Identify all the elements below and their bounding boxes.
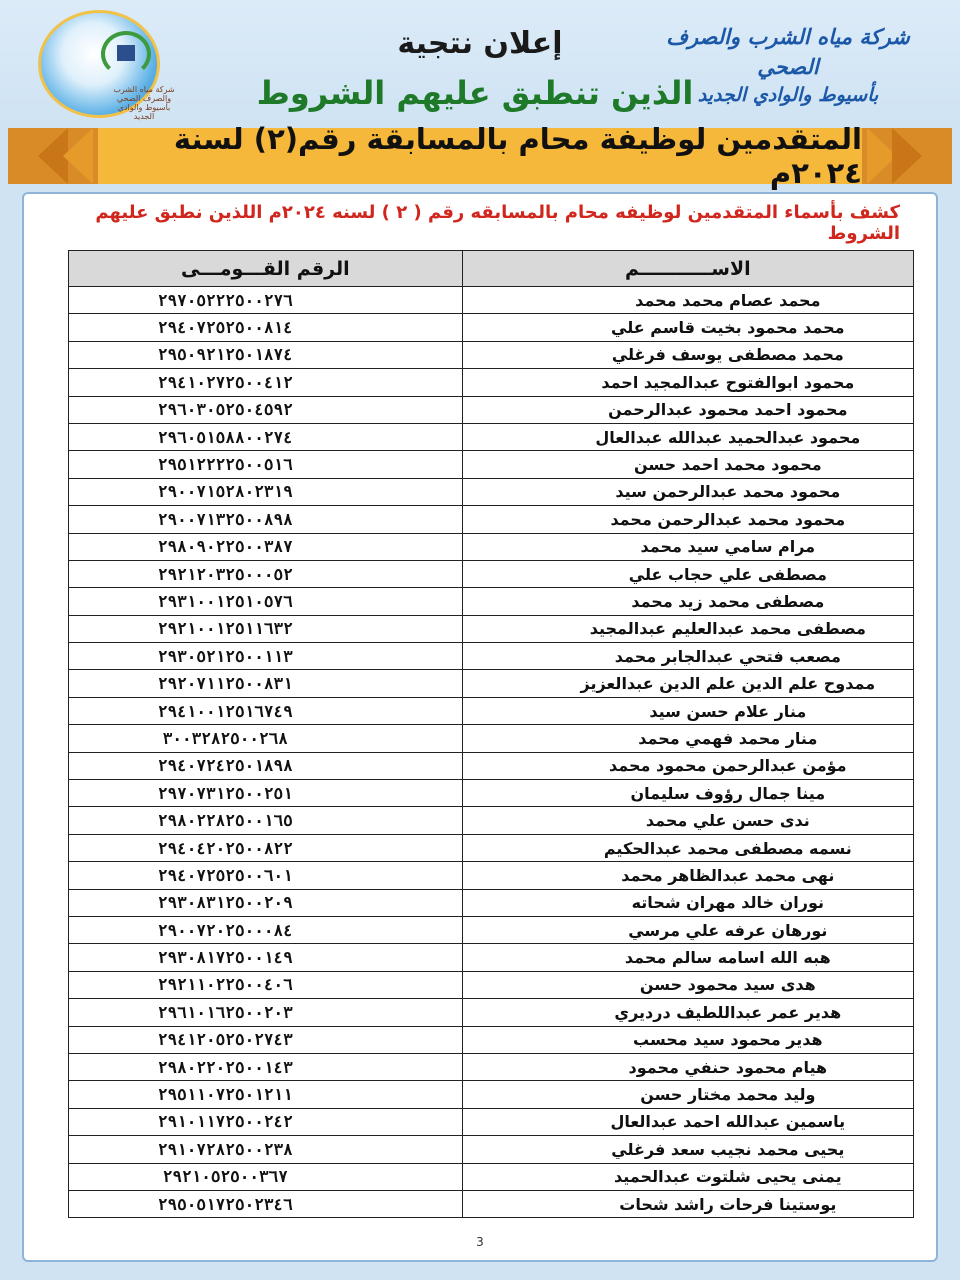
applicant-name: نوران خالد مهران شحاته (462, 889, 913, 916)
applicant-name: مرام سامي سيد محمد (462, 533, 913, 560)
applicant-name: محمود محمد احمد حسن (462, 451, 913, 478)
announcement-subtitle: الذين تنطبق عليهم الشروط (256, 74, 694, 112)
national-id: ٣٠٠٣٢٨٢٥٠٠٢٦٨ (69, 725, 463, 752)
page-header (0, 0, 960, 125)
national-id-column-header: الرقم القـــومـــى (69, 251, 463, 287)
applicant-name: محمود ابوالفتوح عبدالمجيد احمد (462, 369, 913, 396)
national-id: ٢٩٥٠٩٢١٢٥٠١٨٧٤ (69, 341, 463, 368)
table-header-row (69, 251, 914, 287)
table-row (69, 780, 914, 807)
table-row (69, 944, 914, 971)
table-row (69, 752, 914, 779)
applicant-name: محمد محمود بخيت قاسم علي (462, 314, 913, 341)
table-row (69, 670, 914, 697)
table-row (69, 999, 914, 1026)
national-id: ٢٩٨٠٢٢٨٢٥٠٠١٦٥ (69, 807, 463, 834)
national-id: ٢٩٤١٢٠٥٢٥٠٢٧٤٣ (69, 1026, 463, 1053)
national-id: ٢٩٢١٠٥٢٥٠٠٣٦٧ (69, 1163, 463, 1190)
logo-text: شركة مياه الشرب والصرف الصحي بأسيوط والوادي الجديد (113, 85, 175, 121)
national-id: ٢٩٢١١٠٢٢٥٠٠٤٠٦ (69, 971, 463, 998)
national-id: ٢٩٤٠٧٢٥٢٥٠٠٨١٤ (69, 314, 463, 341)
table-row (69, 341, 914, 368)
applicants-table (68, 250, 914, 1218)
national-id: ٢٩٦٠٣٠٥٢٥٠٤٥٩٢ (69, 396, 463, 423)
applicant-name: يحيى محمد نجيب سعد فرغلي (462, 1136, 913, 1163)
national-id: ٢٩٥١١٠٧٢٥٠١٢١١ (69, 1081, 463, 1108)
table-row (69, 533, 914, 560)
table-row (69, 588, 914, 615)
table-body (69, 287, 914, 1218)
national-id: ٢٩٣٠٥٢١٢٥٠٠١١٣ (69, 643, 463, 670)
applicant-name: مؤمن عبدالرحمن محمود محمد (462, 752, 913, 779)
applicant-name: محمود محمد عبدالرحمن سيد (462, 478, 913, 505)
table-row (69, 1163, 914, 1190)
applicant-name: هدى سيد محمود حسن (462, 971, 913, 998)
table-row (69, 1026, 914, 1053)
table-row (69, 314, 914, 341)
national-id: ٢٩٤١٠٠١٢٥١٦٧٤٩ (69, 697, 463, 724)
national-id: ٢٩٨٠٢٢٠٢٥٠٠١٤٣ (69, 1053, 463, 1080)
applicant-name: نهى محمد عبدالظاهر محمد (462, 862, 913, 889)
national-id: ٢٩٧٠٧٣١٢٥٠٠٢٥١ (69, 780, 463, 807)
national-id: ٢٩٤١٠٢٧٢٥٠٠٤١٢ (69, 369, 463, 396)
table-row (69, 369, 914, 396)
applicant-name: نسمه مصطفى محمد عبدالحكيم (462, 834, 913, 861)
name-column-header: الاســـــــــــم (462, 251, 913, 287)
applicant-name: هدير عمر عبداللطيف درديري (462, 999, 913, 1026)
page-number: 3 (476, 1235, 484, 1249)
table-row (69, 451, 914, 478)
applicant-name: هيام محمود حنفي محمود (462, 1053, 913, 1080)
national-id: ٢٩٧٠٥٢٢٢٥٠٠٢٧٦ (69, 287, 463, 314)
applicant-name: منار علام حسن سيد (462, 697, 913, 724)
company-name-line2: بأسيوط والوادي الجديد (697, 84, 879, 106)
table-row (69, 423, 914, 450)
applicant-name: هدير محمود سيد محسب (462, 1026, 913, 1053)
national-id: ٢٩٠٠٧١٣٢٥٠٠٨٩٨ (69, 506, 463, 533)
applicant-name: ندى حسن علي محمد (462, 807, 913, 834)
national-id: ٢٩٦١٠١٦٢٥٠٠٢٠٣ (69, 999, 463, 1026)
applicant-name: يمنى يحيى شلتوت عبدالحميد (462, 1163, 913, 1190)
national-id: ٢٩٥١٢٢٢٢٥٠٠٥١٦ (69, 451, 463, 478)
table-row (69, 1136, 914, 1163)
table-row (69, 971, 914, 998)
applicant-name: ممدوح علم الدين علم الدين عبدالعزيز (462, 670, 913, 697)
table-row (69, 478, 914, 505)
applicant-name: منار محمد فهمي محمد (462, 725, 913, 752)
applicant-name: نورهان عرفه علي مرسي (462, 916, 913, 943)
table-row (69, 889, 914, 916)
applicant-name: مينا جمال رؤوف سليمان (462, 780, 913, 807)
national-id: ٢٩١٠١١٧٢٥٠٠٢٤٢ (69, 1108, 463, 1135)
table-row (69, 862, 914, 889)
announcement-title: إعلان نتجية (397, 26, 563, 61)
national-id: ٢٩٤٠٧٢٥٢٥٠٠٦٠١ (69, 862, 463, 889)
banner-text: المتقدمين لوظيفة محام بالمسابقة رقم(٢) لسنة ٢٠٢٤م (173, 122, 862, 190)
applicant-name: مصطفى علي حجاب علي (462, 560, 913, 587)
table-row (69, 916, 914, 943)
applicant-name: مصعب فتحي عبدالجابر محمد (462, 643, 913, 670)
company-logo (38, 10, 175, 121)
applicant-name: وليد محمد مختار حسن (462, 1081, 913, 1108)
table-row (69, 1081, 914, 1108)
applicant-name: يوستينا فرحات راشد شحات (462, 1190, 913, 1217)
table-row (69, 697, 914, 724)
national-id: ٢٩٣٠٨١٧٢٥٠٠١٤٩ (69, 944, 463, 971)
national-id: ٢٩٢١٢٠٣٢٥٠٠٠٥٢ (69, 560, 463, 587)
table-row (69, 615, 914, 642)
table-row (69, 396, 914, 423)
chevron-right-icon (892, 128, 922, 184)
applicant-name: محمد مصطفى يوسف فرغلي (462, 341, 913, 368)
banner-inner (98, 122, 862, 190)
table-row (69, 807, 914, 834)
national-id: ٢٩٢١٠٠١٢٥١١٦٣٢ (69, 615, 463, 642)
table-row (69, 1108, 914, 1135)
table-row (69, 506, 914, 533)
national-id: ٢٩٥٠٥١٧٢٥٠٢٣٤٦ (69, 1190, 463, 1217)
table-row (69, 643, 914, 670)
table-row (69, 725, 914, 752)
national-id: ٢٩١٠٧٢٨٢٥٠٠٢٣٨ (69, 1136, 463, 1163)
applicant-name: هبه الله اسامه سالم محمد (462, 944, 913, 971)
table-row (69, 1190, 914, 1217)
company-name-line1: شركة مياه الشرب والصرف الصحي (666, 24, 910, 79)
list-caption: كشف بأسماء المتقدمين لوظيفه محام بالمسابقه رقم ( ٢ ) لسنه ٢٠٢٤م اللذين نطبق عليهم الشروط (95, 202, 900, 244)
title-banner (8, 122, 952, 190)
national-id: ٢٩٨٠٩٠٢٢٥٠٠٣٨٧ (69, 533, 463, 560)
table-row (69, 834, 914, 861)
table-row (69, 1053, 914, 1080)
applicant-name: مصطفى محمد زيد محمد (462, 588, 913, 615)
applicant-name: ياسمين عبدالله احمد عبدالعال (462, 1108, 913, 1135)
national-id: ٢٩٤٠٤٢٠٢٥٠٠٨٢٢ (69, 834, 463, 861)
emblem-icon (101, 31, 151, 77)
table-row (69, 560, 914, 587)
national-id: ٢٩٢٠٧١١٢٥٠٠٨٣١ (69, 670, 463, 697)
applicant-name: محمود عبدالحميد عبدالله عبدالعال (462, 423, 913, 450)
table-row (69, 287, 914, 314)
applicant-name: محمود محمد عبدالرحمن محمد (462, 506, 913, 533)
national-id: ٢٩٤٠٧٢٤٢٥٠١٨٩٨ (69, 752, 463, 779)
national-id: ٢٩٠٠٧١٥٢٨٠٢٣١٩ (69, 478, 463, 505)
chevron-left-icon (63, 128, 93, 184)
national-id: ٢٩٣٠٨٣١٢٥٠٠٢٠٩ (69, 889, 463, 916)
applicant-name: محمود احمد محمود عبدالرحمن (462, 396, 913, 423)
national-id: ٢٩٦٠٥١٥٨٨٠٠٢٧٤ (69, 423, 463, 450)
applicant-name: محمد عصام محمد محمد (462, 287, 913, 314)
national-id: ٢٩٠٠٧٢٠٢٥٠٠٠٨٤ (69, 916, 463, 943)
national-id: ٢٩٣١٠٠١٢٥١٠٥٧٦ (69, 588, 463, 615)
applicant-name: مصطفى محمد عبدالعليم عبدالمجيد (462, 615, 913, 642)
company-name (638, 22, 938, 108)
